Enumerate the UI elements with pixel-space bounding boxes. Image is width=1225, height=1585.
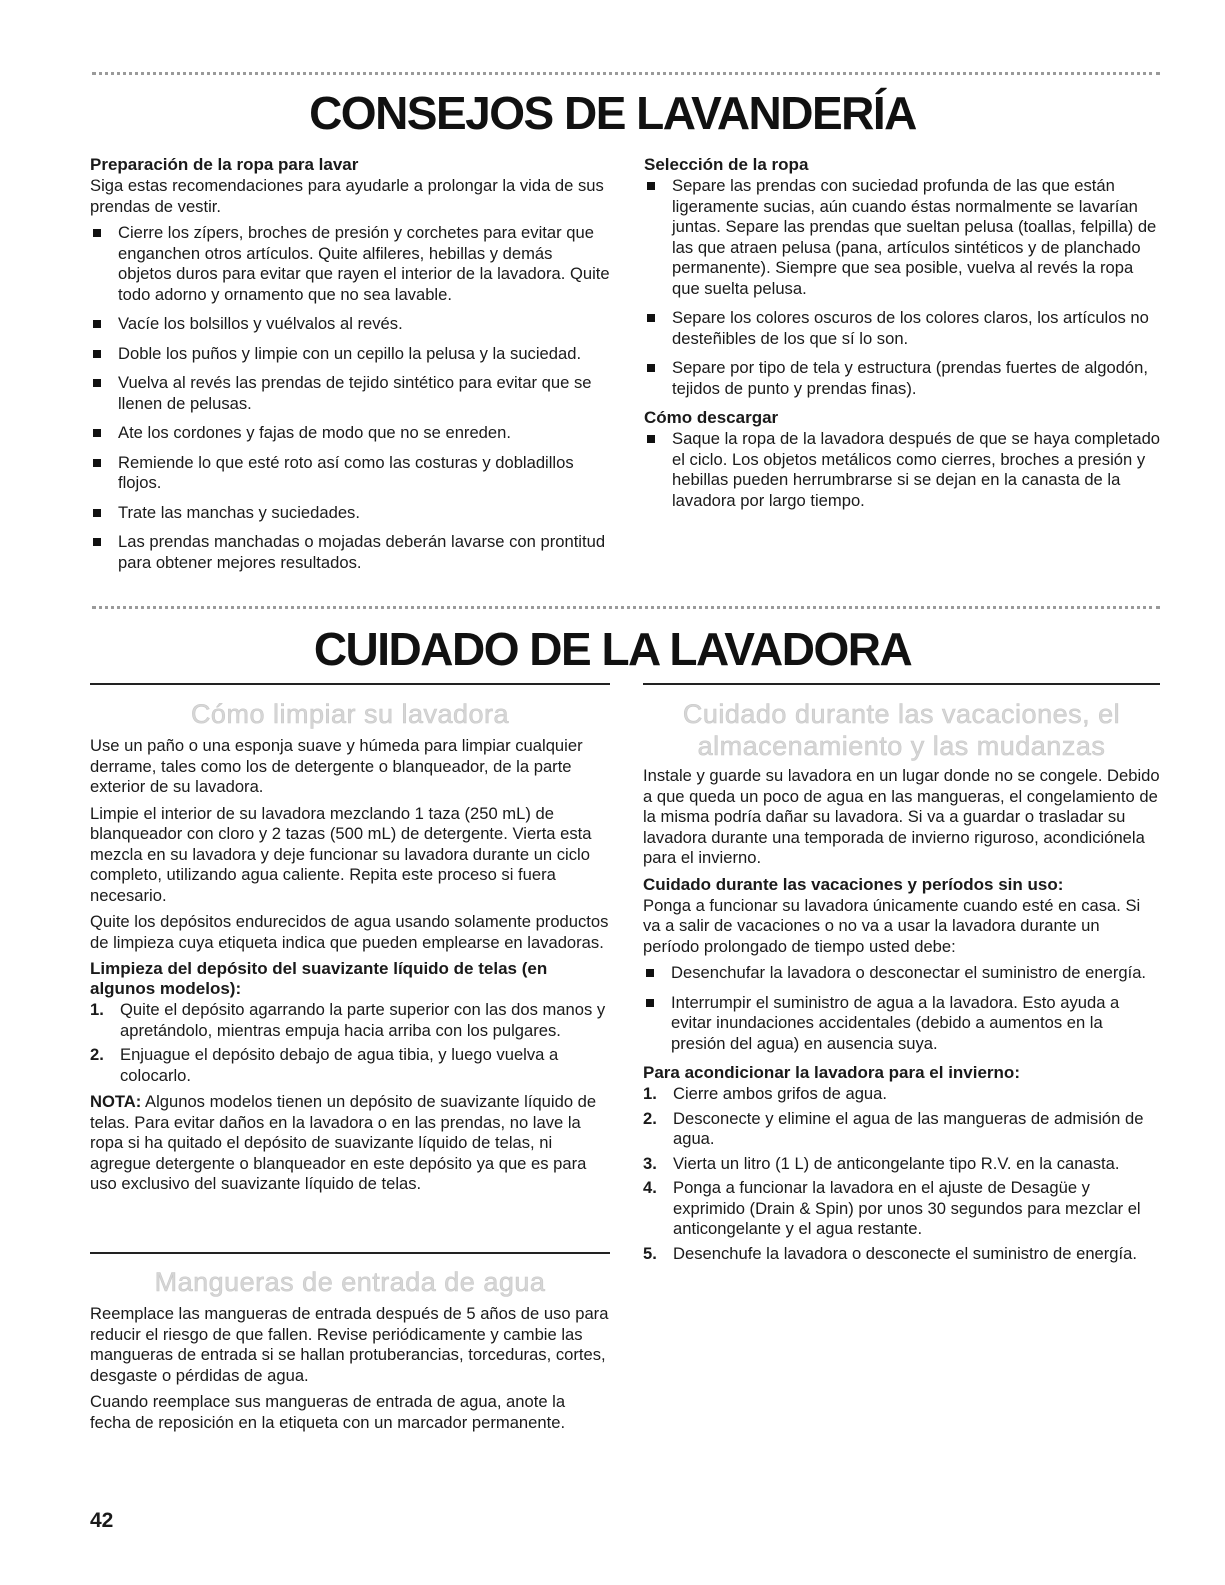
hoses-section bbox=[90, 1266, 610, 1439]
page-number: 42 bbox=[90, 1509, 114, 1532]
preparation-section bbox=[90, 155, 610, 582]
cleaning-heading: Cómo limpiar su lavadora bbox=[190, 699, 510, 729]
square-bullet-icon bbox=[93, 509, 101, 517]
top-divider bbox=[92, 72, 1160, 75]
preparation-intro: Siga estas recomendaciones para ayudarle a prolongar la vida de sus prendas de vestir. bbox=[90, 176, 604, 216]
list-item: Las prendas manchadas o mojadas deberán lavarse con prontitud para obtener mejores resultados. bbox=[90, 532, 610, 573]
square-bullet-icon bbox=[93, 429, 101, 437]
preparation-heading: Preparación de la ropa para lavar bbox=[90, 155, 359, 174]
list-item: Desenchufar la lavadora o desconectar el suministro de energía. bbox=[643, 963, 1160, 984]
cleaning-paragraph: Quite los depósitos endurecidos de agua usando solamente productos de limpieza cuya etiqueta indica que pueden emplearse en lavadoras. bbox=[90, 912, 609, 952]
unused-heading: Cuidado durante las vacaciones y períodos sin uso: bbox=[643, 874, 1064, 894]
sorting-section bbox=[644, 155, 1164, 520]
square-bullet-icon bbox=[93, 229, 101, 237]
cleaning-section bbox=[90, 698, 610, 1201]
right-column-rule bbox=[643, 683, 1160, 685]
square-bullet-icon bbox=[93, 459, 101, 467]
list-item: Remiende lo que esté roto así como las costuras y dobladillos flojos. bbox=[90, 453, 610, 494]
list-item: Saque la ropa de la lavadora después de que se haya completado el ciclo. Los objetos metálicos como cierres, broches a presión y hebillas pueden herrumbrarse si se dejan en la canasta de la lavadora por largo tiempo. bbox=[644, 429, 1164, 511]
list-item: Interrumpir el suministro de agua a la lavadora. Esto ayuda a evitar inundaciones accidentales (debido a aumentos en la presión del agua) en ausencia suya. bbox=[643, 993, 1160, 1055]
list-item: 4. Ponga a funcionar la lavadora en el ajuste de Desagüe y exprimido (Drain & Spin) por unos 30 segundos para mezclar el anticongelante y el agua restante. bbox=[643, 1178, 1141, 1238]
unused-list bbox=[643, 963, 1160, 1054]
left-column-rule bbox=[90, 683, 610, 685]
square-bullet-icon bbox=[93, 538, 101, 546]
square-bullet-icon bbox=[93, 320, 101, 328]
winter-steps bbox=[643, 1084, 1160, 1264]
dispenser-heading: Limpieza del depósito del suavizante líquido de telas (en algunos modelos): bbox=[90, 959, 548, 998]
list-item: Separe los colores oscuros de los colores claros, los artículos no desteñibles de los que sí lo son. bbox=[644, 308, 1164, 349]
list-item: 1. Quite el depósito agarrando la parte superior con las dos manos y apretándolo, mientras empuja hacia arriba con los pulgares. bbox=[90, 1000, 606, 1040]
note-label: NOTA: bbox=[90, 1092, 142, 1111]
list-item: Doble los puños y limpie con un cepillo la pelusa y la suciedad. bbox=[90, 344, 610, 365]
unloading-heading: Cómo descargar bbox=[644, 408, 779, 427]
vacation-intro: Instale y guarde su lavadora en un lugar donde no se congele. Debido a que queda un poco de agua en las mangueras, el congelamiento de la misma podría dañar su lavadora. Si va a guardar o trasladar su lavadora durante una temporada de invierno riguroso, acondiciónela para el invierno. bbox=[643, 766, 1160, 867]
square-bullet-icon bbox=[647, 364, 655, 372]
unloading-list bbox=[644, 429, 1164, 511]
sorting-list bbox=[644, 176, 1164, 399]
note-text: Algunos modelos tienen un depósito de suavizante líquido de telas. Para evitar daños en la lavadora o en las prendas, no lave la ropa si ha quitado el depósito de suavizante líquido de telas, ni agregue detergente o blanqueador en este depósito ya que es para uso exclusivo del suavizante líquido de telas. bbox=[90, 1092, 597, 1193]
unused-text: Ponga a funcionar su lavadora únicamente cuando esté en casa. Si va a salir de vacaciones o no va a usar la lavadora durante un período prolongado de tiempo usted debe: bbox=[643, 895, 1141, 956]
sorting-heading: Selección de la ropa bbox=[644, 155, 809, 174]
square-bullet-icon bbox=[646, 969, 654, 977]
square-bullet-icon bbox=[93, 379, 101, 387]
list-item: Separe las prendas con suciedad profunda de las que están ligeramente sucias, aún cuando éstas normalmente se lavarían juntas. Separe las prendas que sueltan pelusa (toallas, felpilla) de las que atraen pelusa (pana, artículos sintéticos y de planchado permanente). Siempre que sea posible, vuelva al revés la ropa que suelta pelusa. bbox=[644, 176, 1164, 299]
square-bullet-icon bbox=[647, 314, 655, 322]
hoses-paragraph: Cuando reemplace sus mangueras de entrada de agua, anote la fecha de reposición en la etiqueta con un marcador permanente. bbox=[90, 1392, 566, 1432]
list-item: Vuelva al revés las prendas de tejido sintético para evitar que se llenen de pelusas. bbox=[90, 373, 610, 414]
dispenser-steps bbox=[90, 1000, 610, 1086]
square-bullet-icon bbox=[647, 182, 655, 190]
list-item: Cierre los zípers, broches de presión y corchetes para evitar que enganchen otros artículos. Quite alfileres, hebillas y demás objetos duros para evitar que rayen el interior de la lavadora. Quite todo adorno y ornamento que no sea lavable. bbox=[90, 223, 610, 305]
vacation-section bbox=[643, 698, 1160, 1270]
hoses-heading: Mangueras de entrada de agua bbox=[154, 1267, 546, 1297]
list-item: 5. Desenchufe la lavadora o desconecte el suministro de energía. bbox=[643, 1243, 1137, 1263]
vacation-heading: Cuidado durante las vacaciones, el almacenamiento y las mudanzas bbox=[682, 699, 1121, 761]
list-item: 3. Vierta un litro (1 L) de anticongelante tipo R.V. en la canasta. bbox=[643, 1153, 1120, 1173]
list-item: Ate los cordones y fajas de modo que no se enreden. bbox=[90, 423, 610, 444]
cleaning-paragraph: Use un paño o una esponja suave y húmeda para limpiar cualquier derrame, tales como los de detergente o blanqueador, de la parte exterior de su lavadora. bbox=[90, 736, 583, 796]
list-item: Vacíe los bolsillos y vuélvalos al revés. bbox=[90, 314, 610, 335]
square-bullet-icon bbox=[646, 999, 654, 1007]
list-item: 1. Cierre ambos grifos de agua. bbox=[643, 1084, 887, 1103]
list-item: 2. Enjuague el depósito debajo de agua tibia, y luego vuelva a colocarlo. bbox=[90, 1045, 559, 1085]
list-item: Trate las manchas y suciedades. bbox=[90, 503, 610, 524]
list-item: 2. Desconecte y elimine el agua de las mangueras de admisión de agua. bbox=[643, 1108, 1144, 1148]
winter-heading: Para acondicionar la lavadora para el invierno: bbox=[643, 1063, 1020, 1082]
note-paragraph bbox=[90, 1092, 610, 1195]
hoses-rule bbox=[90, 1252, 610, 1254]
washer-care-title: CUIDADO DE LA LAVADORA bbox=[313, 623, 912, 675]
preparation-list bbox=[90, 223, 610, 573]
laundry-tips-title: CONSEJOS DE LAVANDERÍA bbox=[309, 87, 916, 139]
square-bullet-icon bbox=[93, 350, 101, 358]
cleaning-paragraph: Limpie el interior de su lavadora mezclando 1 taza (250 mL) de blanqueador con cloro y 2 tazas (500 mL) de detergente. Vierta esta mezcla en su lavadora y deje funcionar su lavadora durante un ciclo completo, utilizando agua caliente. Repita este proceso si fuera necesario. bbox=[90, 803, 592, 905]
middle-divider bbox=[92, 606, 1160, 609]
square-bullet-icon bbox=[647, 435, 655, 443]
hoses-paragraph: Reemplace las mangueras de entrada después de 5 años de uso para reducir el riesgo de que fallen. Revise periódicamente y cambie las mangueras de entrada si se hallan protuberancias, torceduras, cortes, desgaste o pérdidas de agua. bbox=[90, 1304, 609, 1385]
list-item: Separe por tipo de tela y estructura (prendas fuertes de algodón, tejidos de punto y prendas finas). bbox=[644, 358, 1164, 399]
